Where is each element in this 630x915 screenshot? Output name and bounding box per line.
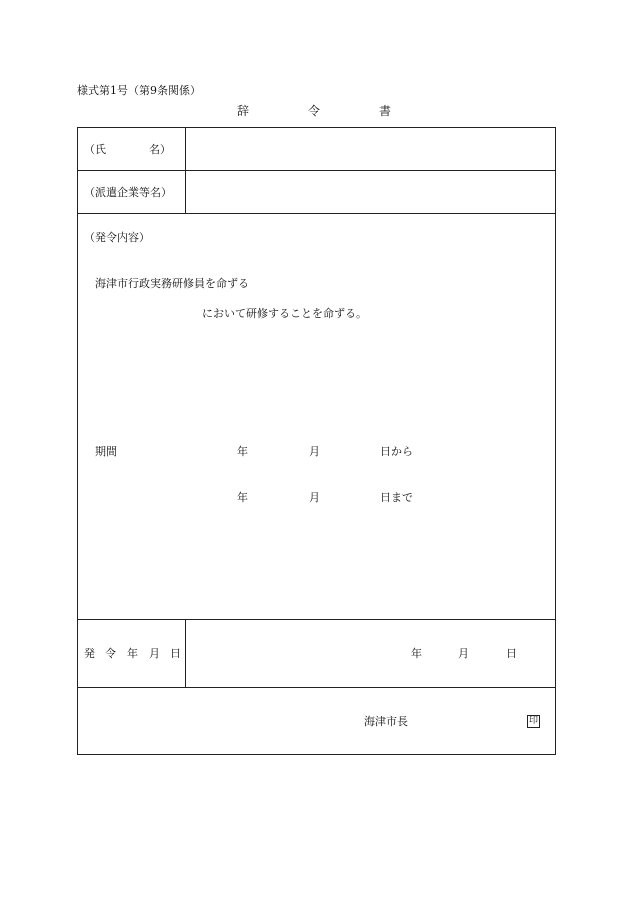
column-divider — [185, 128, 186, 214]
issue-date-day: 日 — [506, 647, 517, 660]
issue-date-year: 年 — [411, 647, 422, 660]
period-from-year: 年 — [237, 445, 248, 458]
form-table — [77, 127, 556, 755]
period-to-month: 月 — [309, 491, 320, 504]
period-to-year: 年 — [237, 491, 248, 504]
seal-stamp: 印 — [528, 716, 538, 726]
issue-date-month: 月 — [458, 647, 469, 660]
title-char-2: 令 — [308, 104, 321, 118]
period-from-month: 月 — [309, 445, 320, 458]
issue-date-label-4: 月 — [149, 647, 160, 660]
period-label: 期間 — [95, 445, 117, 458]
column-divider — [185, 619, 186, 688]
issue-date-label-5: 日 — [170, 647, 181, 660]
appointment-line-1: 海津市行政実務研修員を命ずる — [95, 277, 249, 290]
content-label: （発令内容） — [84, 231, 150, 244]
company-label: （派遣企業等名） — [84, 186, 172, 199]
row-divider — [78, 619, 555, 620]
issuer-name: 海津市長 — [364, 715, 408, 728]
name-label-open: （氏 — [84, 143, 106, 156]
issue-date-label-3: 年 — [127, 647, 138, 660]
row-divider — [78, 687, 555, 688]
title-char-3: 書 — [379, 104, 392, 118]
issue-date-label-1: 発 — [84, 647, 95, 660]
name-label-close: 名） — [149, 143, 171, 156]
form-number: 様式第1号（第9条関係） — [77, 84, 201, 97]
row-divider — [78, 170, 555, 171]
appointment-line-2: において研修することを命ずる。 — [202, 307, 367, 320]
issue-date-label-2: 令 — [105, 647, 116, 660]
row-divider — [78, 213, 555, 214]
title-char-1: 辞 — [237, 104, 250, 118]
period-from-day: 日から — [380, 445, 413, 458]
period-to-day: 日まで — [380, 491, 413, 504]
